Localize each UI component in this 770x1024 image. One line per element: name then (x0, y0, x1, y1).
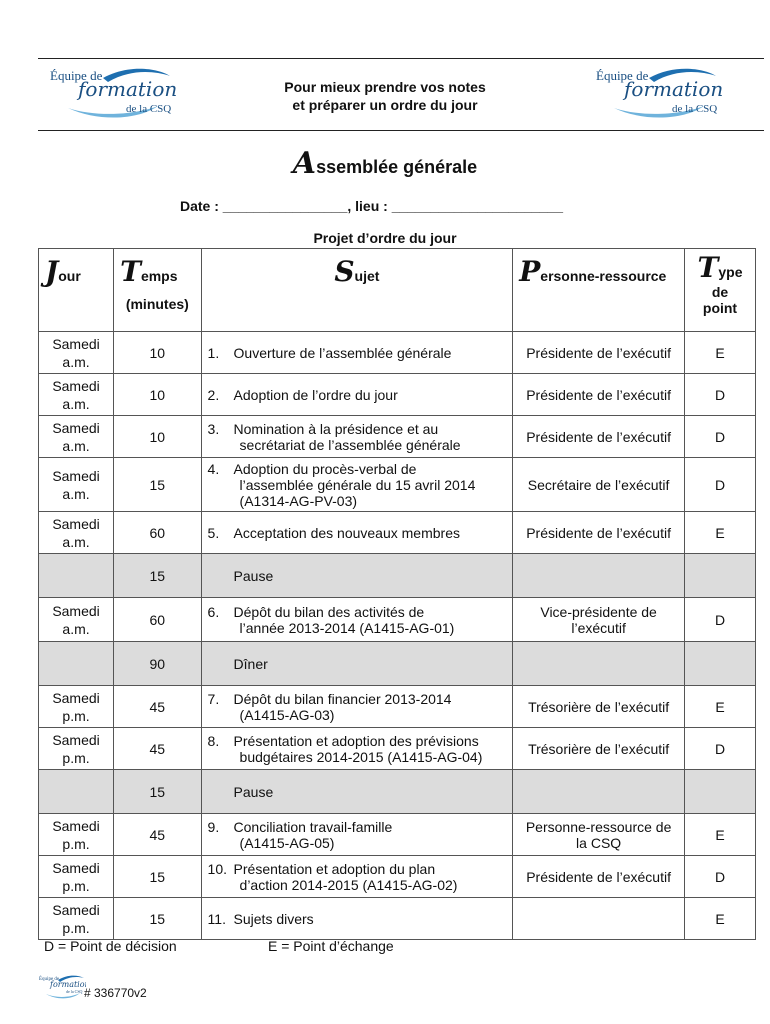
row-time: 10 (114, 374, 201, 416)
row-person-line: Présidente de l’exécutif (526, 428, 671, 445)
row-day-line: a.m. (62, 485, 90, 502)
row-subject-line: Sujets divers (233, 910, 314, 927)
row-subject-line: Présentation et adoption des prévisions (233, 732, 479, 749)
pause-row (39, 770, 756, 814)
date-location-line: Date : ________________, lieu : ______________________ (180, 198, 563, 214)
row-subject-line: d’action 2014-2015 (A1415-AG-02) (239, 876, 458, 893)
logo-left (48, 62, 178, 122)
row-subject (201, 686, 513, 728)
logo-text-2: formation (624, 77, 724, 101)
document-title-rest: ssemblée générale (316, 157, 478, 177)
header-subject (201, 249, 513, 332)
row-person (513, 642, 685, 686)
row-person-line: Présidente de l’exécutif (526, 524, 671, 541)
row-day (39, 898, 114, 940)
row-day (39, 598, 114, 642)
row-day (39, 814, 114, 856)
row-day (39, 458, 114, 512)
row-day (39, 686, 114, 728)
row-day-line: Samedi (52, 689, 100, 706)
row-subject (201, 458, 513, 512)
row-subject (201, 332, 513, 374)
row-day-line: Samedi (52, 817, 100, 834)
row-time: 45 (114, 686, 201, 728)
pause-row (39, 642, 756, 686)
row-person-line: Personne-ressource de (525, 818, 672, 835)
row-item-number: 10. (207, 860, 227, 877)
row-item-number: 8. (207, 732, 220, 749)
row-item-number (208, 784, 234, 800)
agenda-row (39, 728, 756, 770)
row-person-line: Présidente de l’exécutif (526, 386, 671, 403)
row-subject-line: Pause (233, 567, 274, 584)
row-type: D (685, 856, 756, 898)
header-type-line3: point (702, 300, 738, 316)
row-type: D (685, 598, 756, 642)
header-type-rest: ype (718, 264, 743, 280)
row-subject-line: secrétariat de l’assemblée générale (239, 436, 461, 453)
row-item-number: 2. (207, 386, 220, 403)
row-subject (201, 554, 513, 598)
row-item-number: 3. (207, 420, 220, 437)
agenda-caption: Projet d’ordre du jour (313, 230, 457, 246)
row-subject-line: Adoption du procès-verbal de (233, 460, 417, 477)
agenda-row (39, 416, 756, 458)
header-top-rule (38, 58, 764, 59)
agenda-row (39, 332, 756, 374)
row-person-line: Présidente de l’exécutif (526, 344, 671, 361)
pause-row (39, 554, 756, 598)
row-person-line: Secrétaire de l’exécutif (527, 476, 670, 493)
footer-logo (38, 972, 86, 1000)
agenda-row (39, 598, 756, 642)
footer-document-code: # 336770v2 (84, 986, 147, 1000)
row-subject (201, 728, 513, 770)
row-time: 10 (114, 416, 201, 458)
agenda-row (39, 814, 756, 856)
row-person (513, 598, 685, 642)
row-subject-line: Acceptation des nouveaux membres (233, 524, 460, 541)
row-subject-line: Dépôt du bilan des activités de (233, 603, 425, 620)
row-day-line: a.m. (62, 353, 90, 370)
header-time (114, 249, 201, 332)
row-day (39, 728, 114, 770)
row-type: E (685, 512, 756, 554)
row-subject-line: (A1415-AG-03) (239, 706, 335, 723)
row-type: E (685, 686, 756, 728)
document-title (0, 146, 770, 181)
agenda-row (39, 512, 756, 554)
header-title-line1: Pour mieux prendre vos notes (284, 79, 486, 95)
row-day-line: p.m. (62, 749, 90, 766)
agenda-row (39, 856, 756, 898)
row-subject (201, 598, 513, 642)
header-title (200, 78, 570, 114)
header-person-rest: ersonne-ressource (540, 268, 667, 284)
row-day-line: Samedi (52, 859, 100, 876)
header-title-line2: et préparer un ordre du jour (292, 97, 478, 113)
row-person-line: l’exécutif (571, 619, 626, 636)
row-time: 15 (114, 856, 201, 898)
row-subject (201, 856, 513, 898)
row-person-line: Trésorière de l’exécutif (528, 698, 670, 715)
row-subject (201, 898, 513, 940)
row-subject (201, 770, 513, 814)
row-day-line: p.m. (62, 919, 90, 936)
row-person-line: la CSQ (576, 834, 622, 851)
row-type (685, 770, 756, 814)
row-time: 15 (114, 458, 201, 512)
row-person-line: Présidente de l’exécutif (526, 868, 671, 885)
row-day-line: Samedi (52, 467, 100, 484)
row-item-number (208, 656, 234, 672)
row-person (513, 770, 685, 814)
legend-decision: D = Point de décision (44, 938, 177, 954)
row-item-number: 11. (207, 910, 226, 927)
row-type (685, 642, 756, 686)
row-time: 60 (114, 512, 201, 554)
svg-text:de la CSQ: de la CSQ (66, 989, 83, 994)
row-person (513, 332, 685, 374)
row-time: 60 (114, 598, 201, 642)
row-day-line: Samedi (52, 515, 100, 532)
row-subject-line: (A1314-AG-PV-03) (239, 492, 358, 509)
logo-right (594, 62, 724, 122)
row-subject-line: Dîner (233, 655, 268, 672)
row-day-line: Samedi (52, 377, 100, 394)
row-subject-line: (A1415-AG-05) (239, 834, 335, 851)
row-subject-line: Dépôt du bilan financier 2013-2014 (233, 690, 452, 707)
row-day-line: Samedi (52, 419, 100, 436)
row-type: D (685, 458, 756, 512)
row-type: D (685, 374, 756, 416)
row-day (39, 554, 114, 598)
row-person (513, 898, 685, 940)
row-day-line: a.m. (62, 533, 90, 550)
row-day-line: a.m. (62, 620, 90, 637)
row-type (685, 554, 756, 598)
row-day (39, 332, 114, 374)
row-day (39, 856, 114, 898)
row-time: 45 (114, 814, 201, 856)
row-item-number: 9. (207, 818, 220, 835)
row-type: D (685, 728, 756, 770)
logo-text-1: Équipe de (596, 68, 649, 83)
agenda-table (38, 248, 756, 940)
row-type: E (685, 814, 756, 856)
row-person (513, 814, 685, 856)
header-subject-initial: S (334, 255, 355, 288)
row-type: E (685, 898, 756, 940)
logo-text-2: formation (78, 77, 178, 101)
row-subject-line: l’année 2013-2014 (A1415-AG-01) (239, 619, 455, 636)
document-title-initial: A (292, 146, 317, 181)
row-subject-line: Nomination à la présidence et au (233, 420, 439, 437)
header-time-rest: emps (140, 268, 178, 284)
row-time: 15 (114, 554, 201, 598)
row-day-line: Samedi (52, 731, 100, 748)
row-person (513, 856, 685, 898)
row-subject-line: budgétaires 2014-2015 (A1415-AG-04) (239, 748, 483, 765)
row-subject (201, 642, 513, 686)
row-item-number: 6. (207, 603, 220, 620)
row-subject-line: Présentation et adoption du plan (233, 860, 436, 877)
row-day-line: a.m. (62, 395, 90, 412)
row-subject (201, 512, 513, 554)
row-item-number (208, 568, 234, 584)
row-time: 15 (114, 898, 201, 940)
agenda-row (39, 898, 756, 940)
agenda-row (39, 458, 756, 512)
row-person (513, 554, 685, 598)
row-person (513, 728, 685, 770)
header-subject-rest: ujet (354, 268, 380, 284)
header-person-initial: P (519, 255, 541, 288)
row-subject-line: Adoption de l’ordre du jour (233, 386, 398, 403)
row-day-line: p.m. (62, 877, 90, 894)
svg-text:formation: formation (50, 980, 86, 989)
row-type: D (685, 416, 756, 458)
row-subject-line: Conciliation travail-famille (233, 818, 393, 835)
header-time-unit: (minutes) (125, 296, 189, 312)
row-person (513, 458, 685, 512)
row-time: 90 (114, 642, 201, 686)
agenda-row (39, 374, 756, 416)
row-day-line: Samedi (52, 602, 100, 619)
row-subject (201, 814, 513, 856)
header-day-initial: J (45, 255, 59, 288)
header-person (513, 249, 685, 332)
row-person-line: Vice-présidente de (540, 603, 657, 620)
agenda-body (39, 332, 756, 940)
row-person (513, 512, 685, 554)
legend-exchange: E = Point d’échange (268, 938, 394, 954)
logo-text-3: de la CSQ (126, 103, 172, 115)
header-bottom-rule (38, 130, 764, 131)
row-day (39, 374, 114, 416)
row-day (39, 416, 114, 458)
row-day (39, 642, 114, 686)
row-item-number: 5. (207, 524, 220, 541)
row-item-number: 1. (207, 344, 220, 361)
row-time: 15 (114, 770, 201, 814)
row-item-number: 4. (207, 460, 220, 477)
row-subject (201, 416, 513, 458)
header-type-line2: de (711, 284, 729, 300)
header-day (39, 249, 114, 332)
row-person (513, 416, 685, 458)
svg-text:Équipe de: Équipe de (39, 977, 60, 982)
row-subject-line: Pause (233, 783, 274, 800)
header-time-initial: T (120, 255, 141, 288)
row-subject-line: Ouverture de l’assemblée générale (233, 344, 452, 361)
row-day-line: Samedi (52, 901, 100, 918)
logo-text-1: Équipe de (50, 68, 103, 83)
row-time: 10 (114, 332, 201, 374)
row-time: 45 (114, 728, 201, 770)
row-item-number: 7. (207, 690, 220, 707)
row-day-line: a.m. (62, 437, 90, 454)
row-subject-line: l’assemblée générale du 15 avril 2014 (239, 476, 476, 493)
row-type: E (685, 332, 756, 374)
agenda-row (39, 686, 756, 728)
row-day (39, 770, 114, 814)
table-header-row (39, 249, 756, 332)
header-type (685, 249, 756, 332)
row-day-line: p.m. (62, 707, 90, 724)
row-day (39, 512, 114, 554)
row-person (513, 686, 685, 728)
row-subject (201, 374, 513, 416)
row-day-line: p.m. (62, 835, 90, 852)
header-day-rest: our (58, 268, 81, 284)
header-type-initial: T (697, 251, 719, 284)
logo-text-3: de la CSQ (672, 103, 718, 115)
row-person (513, 374, 685, 416)
row-person-line: Trésorière de l’exécutif (528, 740, 670, 757)
row-day-line: Samedi (52, 335, 100, 352)
